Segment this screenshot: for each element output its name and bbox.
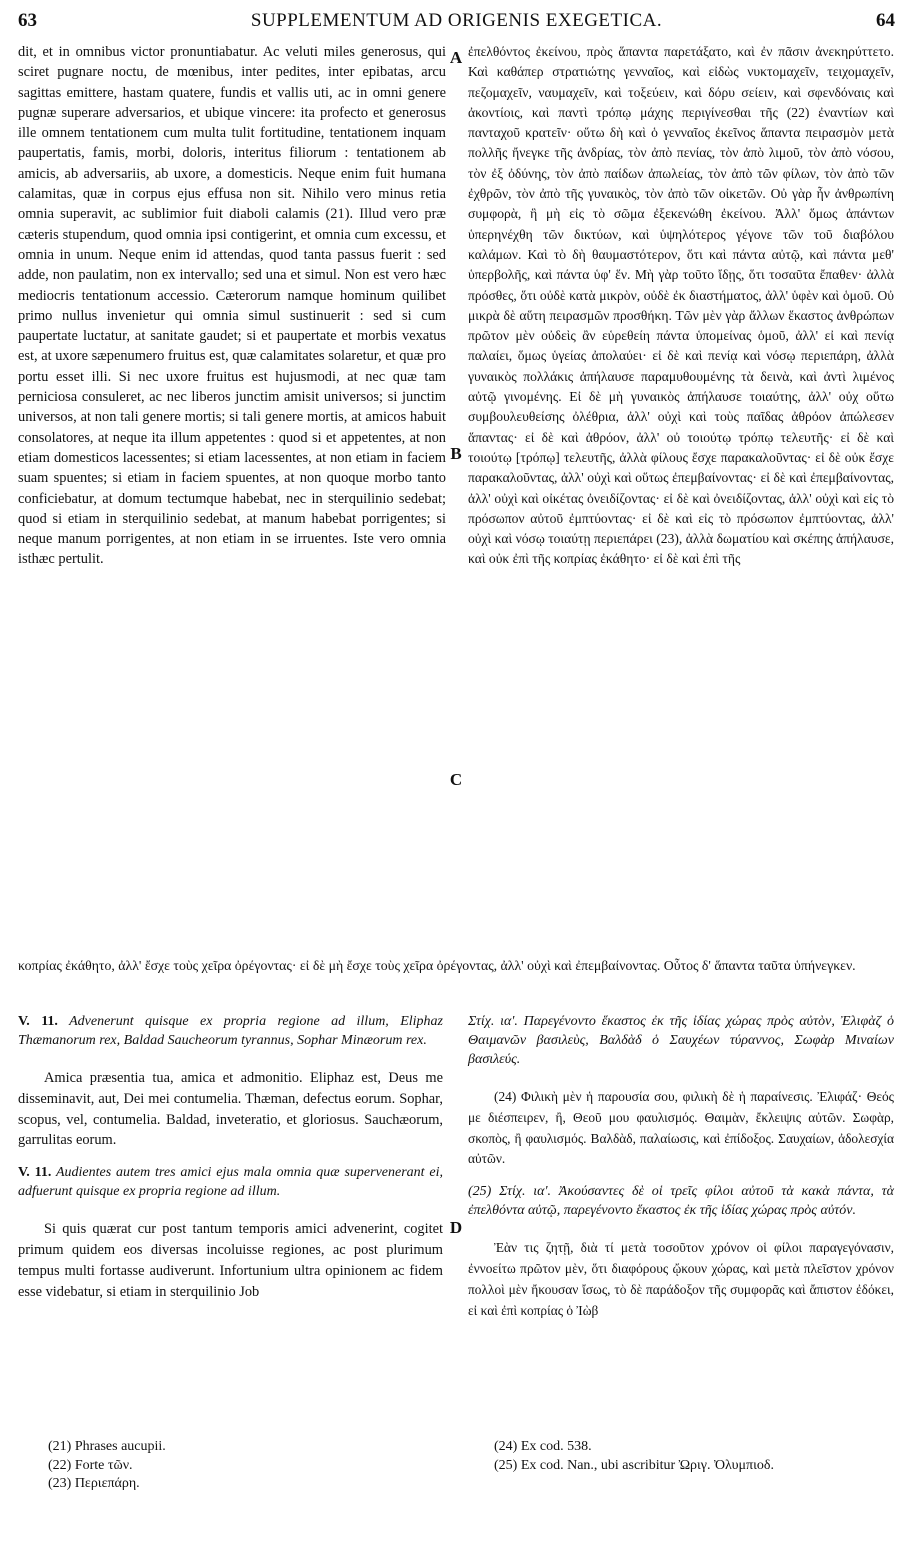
- latin-commentary-2: Si quis quærat cur post tantum temporis amici advenerint, cogitet primum quidem eos diversas incoluisse regiones, ac post plurimum tempus multi fortasse audiverunt. Infortunium ultra opinionem ac fidem esse videbatur, si etiam in sterquilinio Job: [18, 1221, 443, 1300]
- page-number-left: 63: [18, 10, 37, 31]
- greek-body-text: ἐπελθόντος ἐκείνου, πρὸς ἅπαντα παρετάξατο, καὶ ἐν πᾶσιν ἀνεκηρύττετο. Καὶ καθάπερ στρατιώτης γενναῖος, καὶ εἰδὼς νυκτομαχεῖν, τειχομαχεῖν, πεζομαχεῖν, ναυμαχεῖν, καὶ τοξεύειν, καὶ δόρυ σείειν, καὶ σφενδόναις καὶ ἀκοντίοις, καὶ παντὶ τρόπῳ μάχης περιγίνεσθαι τῆς (22) ἐναντίων καὶ πανταχοῦ κρατεῖν· οὕτω δὴ καὶ ὁ γενναῖος ἐκεῖνος ἅπαντα πειρασμὸν μετὰ πολλῆς ἤνεγκε τῆς ἀνδρίας, τὸν ἀπὸ πενίας, τὸν ἀπὸ λιμοῦ, τὸν ἀπὸ νόσου, τὸν ἐξ ὀδύνης, τὸν ἀπὸ παίδων ἀπωλείας, τὸν ἀπὸ τῶν φίλων, τὸν ἀπὸ τῶν ἐχθρῶν, τὸν ἀπὸ τῆς γυναικὸς, τὸν ἀπὸ τῶν οἰκετῶν. Οὐ γὰρ ἦν ἀνθρωπίνη συμφορὰ, ἣ μὴ εἰς τὸ σῶμα ἐξεκενώθη ἐκείνου. Ἀλλ' ὅμως ἁπάντων ὑπερηνέχθη τῶν δικτύων, καὶ ὑψηλότερος γέγονε τῶν τοῦ διαβόλου καλάμων. Καὶ τὸ δὴ θαυμαστότερον, ὅτι καὶ πάντα αὐτῷ, καὶ πάντα μεθ' ὑπερβολῆς, καὶ πάντα ὑφ' ἕν. Μὴ γὰρ τοῦτο ἴδῃς, ὅτι τοσαῦτα ἔπαθεν· ἀλλὰ πρόσθες, ὅτι οὐδὲ κατὰ μικρὸν, οὐδὲ ἐκ διαστήματος, ἀλλ' ὑφὲν καὶ ὁμοῦ. Οὐ μικρὰ δὲ αὕτη πειρασμῶν προσθήκη. Τῶν μὲν γὰρ ἄλλων ἕκαστος ἀνθρώπων πρῶτον μὲν οὐδεὶς ἂν εὑρεθείη πάντα ὑπομείνας ὁμοῦ, ἀλλ' εἰ καὶ πενίᾳ παλαίει, ὅμως ὑγείας ἀπολαύει· εἰ δὲ καὶ πενίᾳ καὶ νόσῳ περιεπάρη, ἀλλὰ γυναικὸς πολλάκις ἀπήλαυσε παραμυθουμένης τὰ δεινὰ, καὶ ἀντὶ λιμένος αὐτῷ γινομένης. Εἰ δὲ μὴ γυναικὸς ἀπήλαυσε τοιαύτης, ἀλλ' οὐχ οὕτω συμβουλευθείσης ὀλέθρια, ἀλλ' οὐχὶ καὶ τοὺς παῖδας ἀθρόον ἀπώλεσεν ἅπαντας· εἰ δὲ καὶ ἀθρόον, ἀλλ' οὐ τοιούτῳ τρόπῳ τελευτῆς· εἰ δὲ καὶ τοιούτῳ [τρόπῳ] τελευτῆς, ἀλλὰ φίλους ἔσχε παρακαλοῦντας· εἰ δὲ οὐκ ἔσχε παρακαλοῦντας, ἀλλ' οὐχὶ καὶ οὕτως ἐπεμβαίνοντας· εἰ δὲ καὶ ἐπεμβαίνοντας, ἀλλ' οὐχὶ καὶ οἰκέτας ὀνειδίζοντας· εἰ δὲ καὶ ὀνειδίζοντας, ἀλλ' οὐχὶ καὶ εἰς τὸ πρόσωπον αὐτοῦ ἐμπτύοντας· εἰ δὲ καὶ εἰς τὸ πρόσωπον ἐμπτύοντας, ἀλλ' οὐχὶ καὶ νόσῳ τοιαύτῃ περιεπάρει (23), ἀλλὰ δωματίου καὶ σκέπης ἀπήλαυσε, καὶ οὐκ ἐπὶ τῆς κοπρίας ἐκάθητο· εἰ δὲ καὶ ἐπὶ τῆς: [468, 44, 894, 567]
- verse-label: V. 11.: [18, 1165, 52, 1181]
- page-number-right: 64: [876, 10, 895, 31]
- latin-body-text: dit, et in omnibus victor pronuntiabatur. Ac veluti miles generosus, qui sciret pugnare noctu, de mœnibus, inter pedites, inter epibatas, arcu sagittas emittere, hastam quatere, fundis et vallis uti, ac in omni genere pugnæ superare adversarios, et ubique vincere: ita profecto et generosus ille omnem tentationem cum multa tulit fortitudine, tentationem inquam paupertatis, famis, morbi, doloris, interitus filiorum : tentationem ab amicis, ab adversariis, ab uxore, a domesticis. Neque enim fuit humana calamitas, quæ in corpus ejus effusa non sit. Nihilo vero minus retia omnia superavit, ac sublimior fuit diaboli calamis (21). Illud vero præ cæteris stupendum, quod omnia ipsi contigerint, et omnia cum excessu, et omnia in unum. Neque enim id attendas, quod tanta passus fuerit : sed adde, non paulatim, non ex intervallo; sed una et simul. Non est vero hæc mediocris tentationum accessio. Cæterorum namque hominum quilibet primo nullus invenietur qui omnia simul sustinuerit : sed si cum paupertate luctatur, at sanitate gaudet; si et paupertate et morbis vexatus est, at uxore sæpenumero fruitus est, quæ calamitates solaretur, et quæ pro portu esset illi. Si nec uxore fruitus est hujusmodi, at nec quæ tam perniciosa consuleret, ac nec liberos junctim amisit universos; si junctim universos, at non tali genere mortis; si tali genere mortis, at amicos habuit consolatores, at neque ita illum appetentes : quod si et appetentes, at non etiam domesticos lacessentes; si etiam lacessentes, at non etiam in faciem suam spuentes; si etiam in faciem spuentes, at non quoque morbo tanto conficiebatur, at domum tectumque habebat, nec in sterquilinio sedebat; quod si etiam in sterquilinio sedebat, at manum habebat porrigentes; si neque manum porrigentes, at non etiam in se irruentes. Iste vero omnia isthæc pertulit.: [18, 44, 446, 568]
- verse-label: V. 11.: [18, 1014, 58, 1029]
- margin-letter-c: C: [449, 770, 463, 789]
- margin-letter-b: B: [450, 444, 462, 463]
- greek-commentary-1: (24) Φιλικὴ μὲν ἡ παρουσία σου, φιλικὴ δὲ ἡ παραίνεσις. Ἐλιφάζ· Θεός με διέσπειρεν, ἢ, Θεοῦ μου φαυλισμός. Θαιμὰν, ἔκλειψις αὐτῶν. Σωφὰρ, σκοπὸς, ἢ φαυλισμός. Βαλδὰδ, παλαίωσις, καὶ ἐπίδοξος. Σαυχαίων, ἀδολεσχία αὐτῶν.: [468, 1089, 894, 1167]
- latin-verse-11a: [18, 1012, 443, 1050]
- greek-full-width-text: κοπρίας ἐκάθητο, ἀλλ' ἔσχε τοὺς χεῖρα ὀρέγοντας· εἰ δὲ μὴ ἔσχε τοὺς χεῖρα ὀρέγοντας, ἀλλ' οὐχὶ καὶ ἐπεμβαίνοντας. Οὗτος δ' ἅπαντα ταῦτα ὑπήνεγκεν.: [18, 958, 856, 973]
- greek-column: [468, 42, 894, 570]
- margin-letter-a: A: [449, 48, 463, 67]
- footnote: (25) Ex cod. Nan., ubi ascribitur Ὠριγ. Ὀλυμπιοδ.: [494, 1457, 774, 1473]
- latin-lower-section: [18, 1012, 443, 1314]
- greek-verse-11a: Στίχ. ια'. Παρεγένοντο ἕκαστος ἐκ τῆς ἰδίας χώρας πρὸς αὐτὸν, Ἐλιφὰζ ὁ Θαιμανῶν βασιλεὺς, Βαλδὰδ ὁ Σαυχέων τύραννος, Σωφὰρ Μιναίων βασιλεύς.: [468, 1014, 894, 1067]
- footnote: (22) Forte τῶν.: [48, 1457, 133, 1473]
- latin-verse-11b: [18, 1163, 443, 1201]
- footnotes-left: [48, 1438, 438, 1494]
- greek-commentary-2: Ἐὰν τις ζητῇ, διὰ τί μετὰ τοσοῦτον χρόνον οἱ φίλοι παραγεγόνασιν, ἐννοείτω πρῶτον μὲν, ὅτι διαφόρους ᾤκουν χώρας, καὶ μετὰ πλεῖστον χρόνον πολλοὶ μὲν ἤκουσαν ἴσως, τὸ δὲ παράδοξον τῆς συμφορᾶς καὶ ἄπιστον ἐδόκει, εἰ καὶ ἐπὶ κοπρίας ὁ Ἰὼβ: [468, 1240, 894, 1318]
- verse-text: Advenerunt quisque ex propria regione ad illum, Eliphaz Thæmanorum rex, Baldad Saucheorum tyrannus, Sophar Minæorum rex.: [18, 1014, 443, 1048]
- footnotes-right: [494, 1438, 894, 1475]
- running-title: SUPPLEMENTUM AD ORIGENIS EXEGETICA.: [250, 10, 663, 31]
- margin-letter-d: D: [449, 1218, 463, 1237]
- footnote: (21) Phrases aucupii.: [48, 1439, 166, 1454]
- footnote: (23) Περιεπάρη.: [48, 1476, 140, 1491]
- page-header: [18, 10, 895, 34]
- greek-lower-section: [468, 1012, 894, 1333]
- latin-column: [18, 42, 446, 570]
- footnote: (24) Ex cod. 538.: [494, 1439, 592, 1454]
- latin-commentary-1: Amica præsentia tua, amica et admonitio. Eliphaz est, Deus me disseminavit, aut, Dei mei contumelia. Thæman, defectus eorum. Sophar, scopus, vel, contumelia. Baldad, inveteratio, et gloriosus. Sauchæorum, garrulitas eorum.: [18, 1070, 443, 1149]
- greek-verse-11b: (25) Στίχ. ια'. Ἀκούσαντες δὲ οἱ τρεῖς φίλοι αὐτοῦ τὰ κακὰ πάντα, τὰ ἐπελθόντα αὐτῷ, παρεγένοντο ἕκαστος ἐκ τῆς ἰδίας χώρας πρὸς αὐτόν.: [468, 1184, 894, 1219]
- verse-text: Audientes autem tres amici ejus mala omnia quæ supervenerant ei, adfuerunt quisque ex propria regione ad illum.: [18, 1165, 443, 1200]
